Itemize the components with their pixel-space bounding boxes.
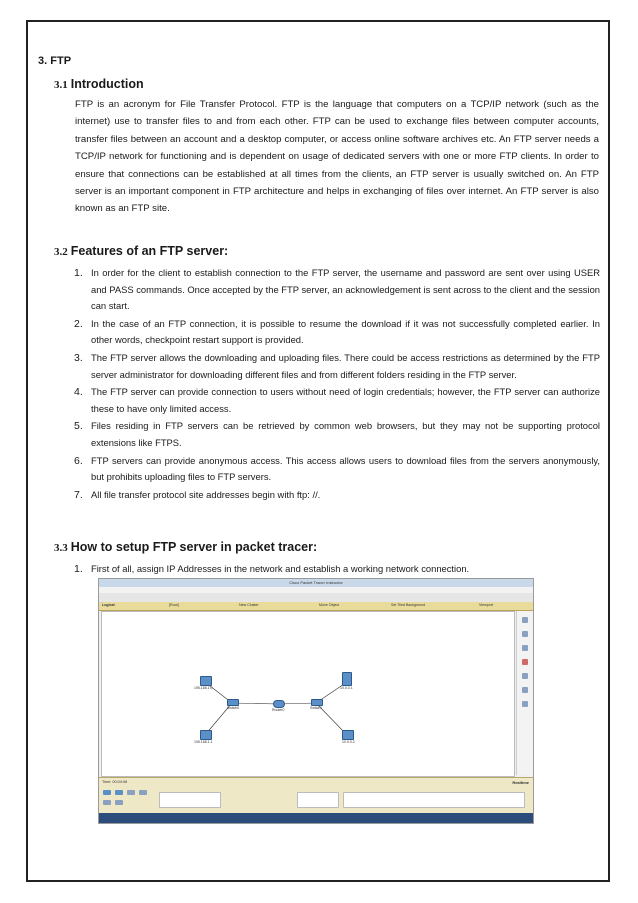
list-item <box>60 453 600 486</box>
device-label: 195.168.1.0 <box>194 686 213 690</box>
move-object-button: Move Object <box>319 603 340 607</box>
inspect-tool-icon <box>522 673 528 679</box>
features-list <box>60 265 600 504</box>
intro-title: Introduction <box>70 77 144 91</box>
realtime-label: Realtime <box>512 780 529 785</box>
item-text: All file transfer protocol site addresses begin with ftp: //. <box>91 488 321 500</box>
item-number: 3. <box>74 351 83 364</box>
item-number: 4. <box>74 386 83 399</box>
scenario-box <box>297 792 339 808</box>
list-item <box>60 384 600 417</box>
setup-heading <box>54 540 317 554</box>
switch-icon <box>311 699 323 706</box>
device-label: 195.168.1.1 <box>194 740 213 744</box>
end-device-icon <box>103 800 111 805</box>
item-text: In the case of an FTP connection, it is possible to resume the download if it was not successfully completed earlier. In other words, checkpoint restart support is provided. <box>91 317 600 346</box>
pc-icon <box>200 676 212 686</box>
list-item <box>60 265 600 315</box>
device-label: Switch0 <box>227 706 240 710</box>
features-heading <box>54 244 228 258</box>
device-panel <box>99 777 533 814</box>
item-number: 2. <box>74 317 83 330</box>
tiled-background-button: Set Tiled Background <box>391 603 426 607</box>
item-text: In order for the client to establish connection to the FTP server, the username and password are sent over using USER and PASS commands. Once accepted by the FTP server, an acknowledgement is sent across to the client and the session can start. <box>91 267 600 312</box>
intro-number: 3.1 <box>54 79 68 91</box>
switch-category-icon <box>115 790 123 795</box>
section-heading <box>38 55 71 67</box>
viewport-button: Viewport <box>479 603 493 607</box>
intro-paragraph: FTP is an acronym for File Transfer Protocol. FTP is the language that computers on a TCP/IP network (such as the internet) use to transfer files to and from each other. FTP can be used to exchange files between computer accounts, transfer files between an account and a desktop computer, or access online software archives etc. An FTP server needs a TCP/IP network for functioning and is dependent on usage of dedicated servers with one or more FTP clients. In order to ensure that connections can be established at all times from the clients, an FTP server is usually switched on. An FTP server is an important component in FTP architecture and helps in exchanging of files over internet. An FTP server is also known as an FTP site. <box>75 99 599 215</box>
item-text: The FTP server can provide connection to users without need of login credentials; however, the FTP server can authorize these to have only limited access. <box>91 386 600 414</box>
setup-list <box>60 561 600 579</box>
windows-taskbar <box>99 813 533 823</box>
pc-icon <box>342 730 354 740</box>
item-text: First of all, assign IP Addresses in the network and establish a working network connection. <box>91 563 470 574</box>
setup-number: 3.3 <box>54 542 68 554</box>
list-item <box>60 316 600 349</box>
hub-category-icon <box>127 790 135 795</box>
note-tool-icon <box>522 645 528 651</box>
router-category-icon <box>103 790 111 795</box>
section-number: 3. <box>38 55 48 67</box>
device-list <box>159 792 221 808</box>
list-item <box>60 487 600 504</box>
section-title: FTP <box>50 55 72 67</box>
right-toolbar <box>516 611 533 775</box>
connection-icon <box>115 800 123 805</box>
pc-icon <box>200 730 212 740</box>
item-number: 5. <box>74 420 83 433</box>
device-label: 10.0.0.2 <box>342 740 355 744</box>
list-item <box>60 418 600 451</box>
item-number: 1. <box>74 563 83 575</box>
window-title-bar: Cisco Packet Tracer Instructor <box>99 579 533 587</box>
workspace-bar <box>99 602 533 611</box>
device-label: Switch1 <box>310 706 323 710</box>
topology-canvas <box>101 611 515 777</box>
delete-tool-icon <box>522 659 528 665</box>
setup-title: How to setup FTP server in packet tracer: <box>70 540 318 554</box>
select-tool-icon <box>522 617 528 623</box>
device-label: 10.0.0.1 <box>340 686 353 690</box>
move-tool-icon <box>522 631 528 637</box>
item-number: 1. <box>74 267 83 279</box>
server-icon <box>342 672 352 686</box>
item-number: 7. <box>74 488 83 501</box>
wireless-category-icon <box>139 790 147 795</box>
logical-tab: Logical <box>102 603 115 607</box>
time-label: Time: 00:04:08 <box>102 780 128 784</box>
switch-icon <box>227 699 239 706</box>
new-cluster-button: New Cluster <box>239 603 259 607</box>
features-title: Features of an FTP server: <box>70 244 229 258</box>
pdu-tool-icon <box>522 701 528 707</box>
packet-tracer-screenshot <box>98 578 534 824</box>
item-text: Files residing in FTP servers can be retrieved by common web browsers, but they may not be supporting protocol extensions like FTPS. <box>91 420 600 448</box>
item-text: FTP servers can provide anonymous access. This access allows users to download files from the servers anonymously, but prohibits uploading files to FTP servers. <box>91 454 600 483</box>
device-label: Router0 <box>272 708 285 712</box>
list-item <box>60 561 600 578</box>
list-item <box>60 350 600 383</box>
item-number: 6. <box>74 454 83 467</box>
features-number: 3.2 <box>54 246 68 258</box>
topology-links <box>102 612 514 776</box>
item-text: The FTP server allows the downloading and uploading files. There could be access restrictions as determined by the FTP server administrator for downloading different files and from different folders residing in the FTP server. <box>91 351 600 380</box>
pdu-table <box>343 792 525 808</box>
intro-heading <box>54 77 144 91</box>
shape-tool-icon <box>522 687 528 693</box>
root-label: [Root] <box>169 603 179 607</box>
router-icon <box>273 700 285 708</box>
